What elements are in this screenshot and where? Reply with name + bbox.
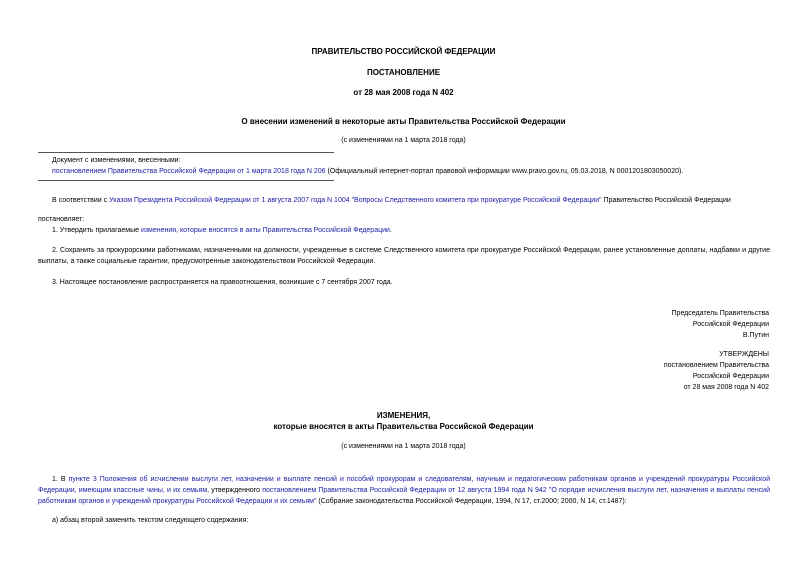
item-1-after: .	[389, 227, 392, 234]
changes-link[interactable]: изменения, которые вносятся в акты Правительства Российской Федерации	[140, 227, 390, 234]
p1-mid: , утвержденного	[207, 487, 263, 494]
amendment-link[interactable]: постановлением Правительства Российской Федерации от 1 марта 2018 года N 206	[52, 168, 326, 175]
changes-subtitle: которые вносятся в акты Правительства Российской Федерации	[273, 422, 534, 431]
item-3: 3. Настоящее постановление распространяется на правоотношения, возникшие с 7 сентября 2007 года.	[52, 279, 393, 286]
document-type: ПОСТАНОВЛЕНИЕ	[366, 68, 441, 77]
divider-top	[38, 152, 334, 153]
approved-title: УТВЕРЖДЕНЫ	[719, 351, 769, 358]
revision-note: (с изменениями на 1 марта 2018 года)	[341, 137, 466, 144]
changes-paragraph-1	[38, 474, 770, 507]
signature-position: Председатель Правительства	[671, 310, 769, 317]
changes-revision: (с изменениями на 1 марта 2018 года)	[341, 443, 466, 450]
government-name: ПРАВИТЕЛЬСТВО РОССИЙСКОЙ ФЕДЕРАЦИИ	[311, 47, 496, 56]
item-2: 2. Сохранить за прокурорскими работниками, назначенными на должности, учрежденные в системе Следственного комитета при прокуратуре Российской Федерации, ранее установленные доплаты, надбавки и другие выплаты, а также социальные гарантии, предусмотренные законодательством Российской Федерации.	[38, 247, 770, 265]
p1-after: (Собрание законодательства Российской Федерации, 1994, N 17, ст.2000; 2000, N 14, ст.1487):	[316, 498, 627, 505]
changes-paragraph-2: а) абзац второй заменить текстом следующего содержания:	[52, 517, 249, 524]
resolution-942-link[interactable]: постановлением Правительства Российской Федерации от 12 августа 1994 года N 942 "О порядке исчисления выслуги лет, назначения и выплаты пенсий работникам органов и учреждений прокуратуры Российской Федерации и их семьям"	[38, 487, 771, 505]
approved-org: Российской Федерации	[692, 373, 769, 380]
item-1	[52, 225, 772, 236]
changes-title: ИЗМЕНЕНИЯ,	[376, 411, 431, 420]
preamble	[52, 195, 772, 206]
document-date-number: от 28 мая 2008 года N 402	[353, 88, 454, 97]
approved-by: постановлением Правительства	[663, 362, 769, 369]
item-1-before: 1. Утвердить прилагаемые	[52, 227, 141, 234]
preamble-after: Правительство Российской Федерации	[601, 197, 731, 204]
resolves-text: постановляет:	[38, 216, 85, 223]
document-title: О внесении изменений в некоторые акты Правительства Российской Федерации	[241, 117, 566, 126]
approved-date: от 28 мая 2008 года N 402	[683, 384, 769, 391]
divider-bottom	[38, 180, 334, 181]
signature-name: В.Путин	[742, 332, 769, 339]
amendments-label: Документ с изменениями, внесенными:	[52, 157, 181, 164]
decree-link[interactable]: Указом Президента Российской Федерации от 1 августа 2007 года N 1004 "Вопросы Следственного комитета при прокуратуре Российской Федерации"	[109, 197, 602, 204]
amendments-line	[52, 166, 772, 177]
preamble-before: В соответствии с	[52, 197, 110, 204]
regulation-link[interactable]: пункте 3 Положения об исчислении выслуги лет, назначении и выплате пенсий и пособий прокурорам и следователям, научным и педагогическим работникам органов и учреждений прокуратуры Российской Федерации, имеющим классные чины, и их семьям	[38, 476, 770, 494]
p1-before: 1. В	[52, 476, 69, 483]
amendment-tail: (Официальный интернет-портал правовой информации www.pravo.gov.ru, 05.03.2018, N 0001201803050020).	[325, 168, 684, 175]
signature-org: Российской Федерации	[692, 321, 769, 328]
